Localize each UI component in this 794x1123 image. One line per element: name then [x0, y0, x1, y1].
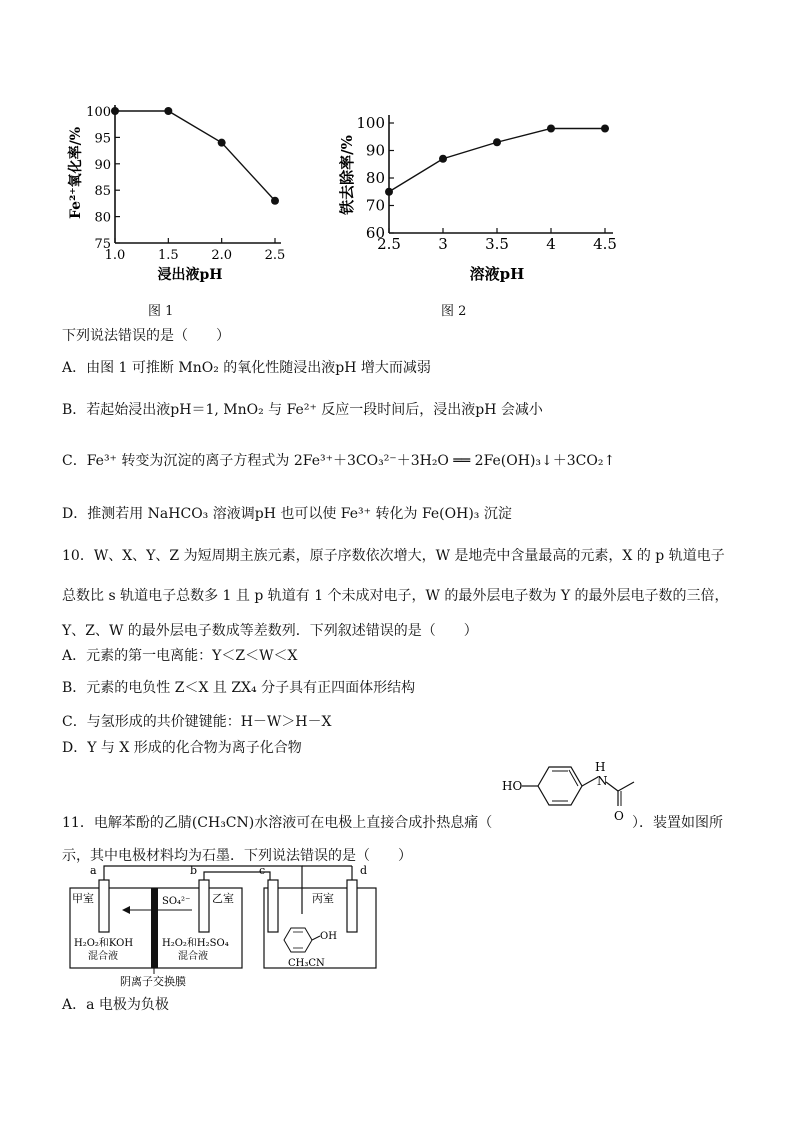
chart2-ylabel: 铁去除率/% [338, 135, 356, 215]
room2-label: 乙室 [212, 892, 234, 905]
electrode-a [99, 880, 109, 932]
chart1-xlabel: 浸出液pH [157, 267, 223, 283]
phenol-ring-icon [284, 928, 312, 952]
chart1-plot [86, 105, 285, 263]
struct-ho-label: HO [502, 779, 523, 793]
electrode-c-label: c [259, 864, 266, 877]
sol2-line2: 混合液 [178, 951, 208, 962]
q9-stem: 下列说法错误的是（ ） [62, 328, 230, 344]
sol1-line2: 混合液 [88, 951, 118, 962]
room3-label: 丙室 [312, 892, 334, 905]
membrane-label: 阴离子交换膜 [120, 975, 186, 988]
q10-option-d: D．Y 与 X 形成的化合物为离子化合物 [62, 740, 302, 756]
chart1-ytick-label: 95 [94, 131, 111, 147]
chart-fe2-oxidation [60, 95, 300, 295]
chart1-data-point [218, 139, 226, 147]
chart1-xtick-label: 1.5 [157, 248, 179, 263]
q9-option-c: C．Fe³⁺ 转变为沉淀的离子方程式为 2Fe³⁺＋3CO₃²⁻＋3H₂O ══ 2Fe(OH)₃↓＋3CO₂↑ [62, 453, 616, 469]
sol1-line1: H₂O₂和KOH [74, 938, 134, 949]
chart2-xtick-label: 3.5 [485, 235, 509, 253]
electrode-a-label: a [90, 864, 97, 877]
q11-stem-line2: 示，其中电极材料均为石墨．下列说法错误的是（ ） [62, 848, 412, 864]
chart1-ylabel: Fe²⁺氧化率/% [68, 126, 84, 220]
room1-label: 甲室 [72, 892, 94, 905]
electrode-b [199, 880, 209, 932]
anion-exchange-membrane [151, 888, 158, 968]
chart2-xtick-label: 2.5 [377, 235, 401, 253]
paracetamol-structure [500, 758, 650, 828]
sulfate-ion-label: SO₄²⁻ [162, 896, 191, 907]
chart1-xtick-label: 2.0 [211, 248, 233, 263]
q11-stem-line1-end: ）．装置如图所 [632, 815, 723, 831]
q10-stem-line3: Y、Z、W 的最外层电子数成等差数列．下列叙述错误的是（ ） [62, 623, 478, 639]
chart1-ytick-label: 85 [94, 184, 111, 200]
chart2-ytick-label: 60 [365, 224, 385, 242]
q9-option-a: A．由图 1 可推断 MnO₂ 的氧化性随浸出液pH 增大而减弱 [62, 360, 431, 376]
q11-stem-line1: 11．电解苯酚的乙腈(CH₃CN)水溶液可在电极上直接合成扑热息痛（ [62, 815, 493, 831]
electrode-c [268, 880, 278, 932]
q10-option-a: A．元素的第一电离能：Y＜Z＜W＜X [62, 648, 298, 664]
chart1-ytick-label: 75 [94, 237, 111, 252]
chart1-ytick-label: 100 [86, 105, 111, 120]
chart2-xtick-label: 4 [546, 235, 556, 253]
electrolysis-apparatus [62, 858, 382, 990]
q10-stem-line1: 10．W、X、Y、Z 为短周期主族元素，原子序数依次增大，W 是地壳中含量最高的元素，X 的 p 轨道电子 [62, 548, 725, 564]
chart1-data-point [271, 197, 279, 205]
q10-option-c: C．与氢形成的共价键键能：H－W＞H－X [62, 714, 332, 730]
chart2-ytick-label: 100 [356, 114, 385, 132]
struct-o-label: O [614, 809, 624, 823]
electrode-d [347, 880, 357, 932]
chart2-xtick-label: 4.5 [593, 235, 617, 253]
chart2-ytick-label: 70 [365, 196, 385, 215]
sol2-line1: H₂O₂和H₂SO₄ [162, 938, 229, 949]
chart1-data-point [164, 107, 172, 115]
figure1-caption: 图 1 [148, 304, 174, 319]
chart-iron-removal [330, 105, 620, 290]
q9-option-d: D．推测若用 NaHCO₃ 溶液调pH 也可以使 Fe³⁺ 转化为 Fe(OH)₃ 沉淀 [62, 506, 512, 522]
q11-option-a: A．a 电极为负极 [62, 997, 169, 1013]
chart2-ytick-label: 80 [365, 169, 385, 187]
q10-stem-line2: 总数比 s 轨道电子总数多 1 且 p 轨道有 1 个未成对电子，W 的最外层电子数为 Y 的最外层电子数的三倍， [62, 588, 729, 604]
struct-h-label: H [595, 760, 606, 774]
chart2-series-line [389, 129, 605, 192]
struct-n-label: N [597, 774, 608, 788]
chart2-data-point [385, 188, 393, 196]
chart1-data-point [111, 107, 119, 115]
sol3-label: CH₃CN [288, 958, 325, 969]
chart2-ytick-label: 90 [365, 141, 385, 160]
chart2-xtick-label: 3 [438, 235, 448, 253]
q10-option-b: B．元素的电负性 Z＜X 且 ZX₄ 分子具有正四面体形结构 [62, 680, 416, 696]
electrode-b-label: b [190, 864, 198, 877]
chart1-ytick-label: 80 [94, 210, 111, 226]
chart2-data-point [493, 138, 501, 146]
chart2-data-point [439, 155, 447, 163]
migration-arrow-icon [122, 906, 130, 914]
q9-option-b: B．若起始浸出液pH＝1, MnO₂ 与 Fe²⁺ 反应一段时间后，浸出液pH 会减小 [62, 402, 543, 418]
chart2-xlabel: 溶液pH [469, 265, 525, 283]
chart2-data-point [547, 125, 555, 133]
electrode-d-label: d [360, 864, 368, 877]
chart1-xtick-label: 1.0 [104, 248, 126, 263]
phenol-oh-label: OH [320, 931, 337, 942]
chart2-data-point [601, 125, 609, 133]
chart1-ytick-label: 90 [94, 157, 111, 173]
chart1-series-line [115, 111, 275, 201]
figure2-caption: 图 2 [441, 304, 467, 319]
chart1-xtick-label: 2.5 [264, 248, 286, 263]
chart2-plot [356, 114, 617, 253]
